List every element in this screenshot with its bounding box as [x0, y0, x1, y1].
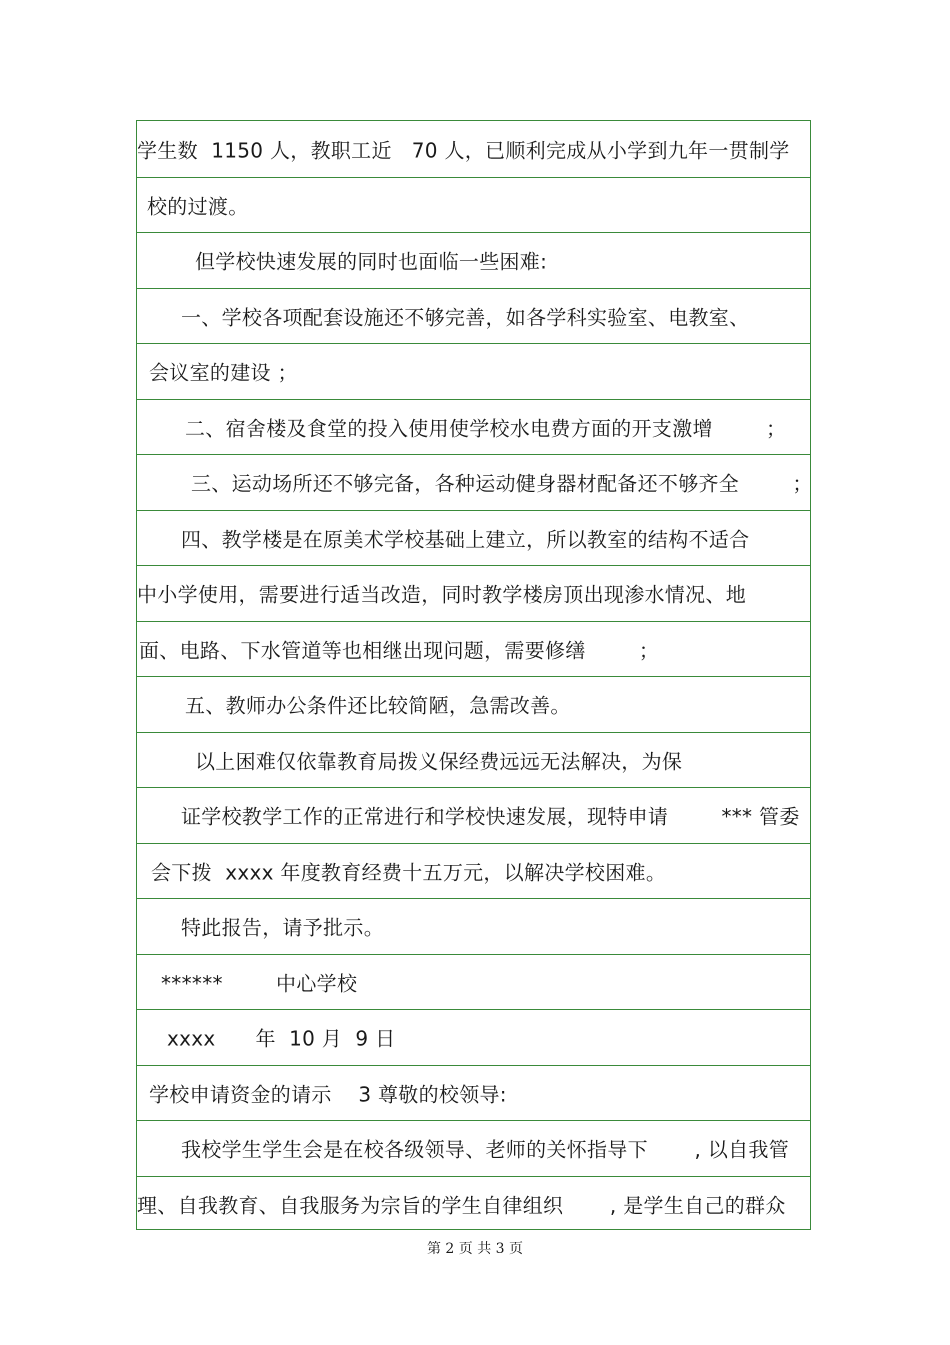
text-row	[137, 1120, 810, 1176]
text-line: 学校申请资金的请示 3 尊敬的校领导:	[149, 1082, 507, 1107]
text-row	[137, 399, 810, 455]
text-row	[137, 898, 810, 954]
text-row	[137, 177, 810, 233]
text-line: 四、教学楼是在原美术学校基础上建立，所以教室的结构不适合	[181, 527, 750, 552]
text-line: 面、电路、下水管道等也相继出现问题，需要修缮 ；	[139, 638, 660, 663]
text-row	[137, 510, 810, 566]
text-line: 以上困难仅依靠教育局拨义保经费远远无法解决，为保	[195, 749, 683, 774]
text-row	[137, 565, 810, 621]
text-row	[137, 1065, 810, 1121]
text-line: 学生数 1150 人，教职工近 70 人，已顺利完成从小学到九年一贯制学	[137, 138, 790, 163]
text-line: 证学校教学工作的正常进行和学校快速发展，现特申请 *** 管委	[181, 804, 800, 829]
text-row	[137, 454, 813, 510]
text-row	[137, 232, 810, 288]
text-line: 五、教师办公条件还比较简陋，急需改善。	[185, 693, 571, 718]
text-row	[137, 1176, 810, 1232]
text-row	[137, 343, 810, 399]
text-line: 会议室的建设 ；	[149, 360, 298, 385]
text-line: 会下拨 xxxx 年度教育经费十五万元，以解决学校困难。	[151, 860, 667, 885]
page-number: 第 2 页 共 3 页	[426, 1241, 524, 1257]
text-line: 特此报告，请予批示。	[181, 915, 384, 940]
text-line: 我校学生学生会是在校各级领导、老师的关怀指导下 , 以自我管	[181, 1137, 790, 1162]
text-row	[137, 787, 810, 843]
text-line: 中小学使用，需要进行适当改造，同时教学楼房顶出现渗水情况、地	[137, 582, 746, 607]
text-line: 理、自我教育、自我服务为宗旨的学生自律组织 , 是学生自己的群众	[137, 1193, 786, 1218]
text-row	[137, 954, 810, 1010]
text-line: 但学校快速发展的同时也面临一些困难:	[195, 249, 548, 274]
document-frame	[136, 120, 811, 1230]
text-row	[137, 121, 810, 177]
text-line: ****** 中心学校	[161, 971, 358, 996]
text-row	[137, 288, 810, 344]
text-line: 二、宿舍楼及食堂的投入使用使学校水电费方面的开支激增 ；	[185, 416, 787, 441]
text-line: xxxx 年 10 月 9 日	[167, 1026, 396, 1051]
text-line: 三、运动场所还不够完备，各种运动健身器材配备还不够齐全 ；	[191, 471, 813, 496]
text-row	[137, 1009, 810, 1065]
text-line: 校的过渡。	[147, 194, 249, 219]
text-row	[137, 676, 810, 732]
text-line: 一、学校各项配套设施还不够完善，如各学科实验室、电教室、	[181, 305, 750, 330]
text-row	[137, 732, 810, 788]
text-row	[137, 621, 810, 677]
text-row	[137, 843, 810, 899]
